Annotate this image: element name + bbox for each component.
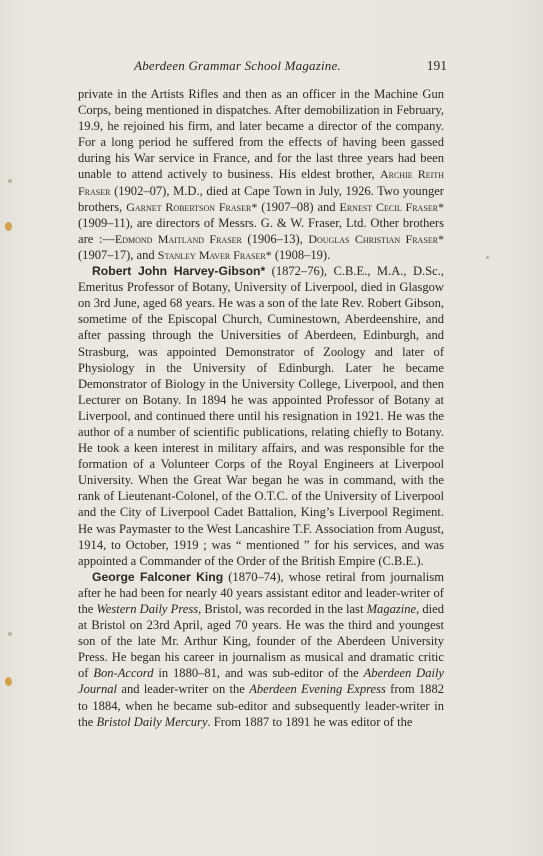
person-name: George Falconer King (92, 569, 224, 584)
small-caps-name: Stanley Maver Fraser* (157, 247, 272, 262)
binding-hole-mark (5, 222, 12, 231)
small-caps-name: Edmond Maitland Fraser (114, 231, 242, 246)
small-caps-name: Ernest Cecil Fraser* (339, 199, 445, 214)
margin-dot-mark (486, 256, 489, 259)
text-run: and leader-writer on the (117, 682, 250, 697)
margin-dot-mark (8, 632, 12, 636)
italic-title: Bristol Daily Mercury (96, 714, 208, 729)
text-run: . From 1887 to 1891 he was editor of the (207, 714, 413, 729)
running-title: Aberdeen Grammar School Magazine. (134, 58, 341, 73)
person-name: Robert John Harvey-Gibson* (92, 264, 266, 279)
page-number: 191 (426, 58, 447, 73)
text-run: (1908–19). (271, 247, 331, 262)
italic-title: Magazine (366, 602, 417, 616)
text-run: in 1880–81, and was sub-editor of the (153, 666, 364, 681)
text-run: (1902–07), M.D., died at Cape Town in July, 1926. Two younger brothers, (78, 183, 444, 214)
text-run: (1907–17), and (78, 247, 158, 262)
text-run: from 1882 to 1884, when he became sub-editor and subsequently leader-writer in the (78, 682, 444, 729)
text-run: (1872–76), C.B.E., M.A., D.Sc., Emeritus Professor of Botany, University of Liverpool, died in Glasgow on 3rd June, aged 68 years. He was a son of the late Rev. Robert Gibson, sometime of the Episcopal Church, Cuminestown, Aberdeenshire, and after passing through the Universities of Aberdeen, Edinburgh, and Strasburg, was appointed Demonstrator of Zoology and later of Physiology in the University of Edinburgh. Later he became Demonstrator of Biology in the University College, Liverpool, and then Lecturer on Botany. In 1894 he was appointed Professor of Botany at Liverpool, and continued there until his resignation in 1921. He was the author of a number of scientific publications, relating chiefly to Botany. He took a keen interest in military affairs, and was responsible for the formation of a Volunteer Corps of the Royal Engineers at Liverpool University. When the Great War began he was in command, with the rank of Lieutenant-Colonel, of the O.T.C. of the University of Liverpool and the City of Liverpool Cadet Battalion, King’s Liverpool Regiment. He was Paymaster to the West Lancashire T.F. Association from August, 1914, to October, 1919 ; was “ mentioned ” for his services, and was appointed a Commander of the Order of the British Empire (C.B.E.). (78, 264, 444, 568)
paragraph (78, 263, 444, 569)
text-run: private in the Artists Rifles and then as an officer in the Machine Gun Corps, being mentioned in dispatches. After demobilization in February, 19.9, he rejoined his firm, and later became a director of the company. For a long period he suffered from the effects of having been gassed during his War service in France, and for the last three years had been unable to attend actively to business. His eldest brother, (78, 87, 444, 182)
body-text (78, 86, 444, 730)
small-caps-name: Garnet Robertson Fraser* (126, 199, 258, 214)
paragraph (78, 569, 444, 730)
text-run: , died at Bristol on 23rd April, aged 70 years. He was the third and youngest son of the late Mr. Arthur King, founder of the Aberdeen University Press. He began his career in journalism as musical and dramatic critic of (78, 602, 444, 681)
page-header (78, 58, 447, 78)
text-run: , Bristol, was recorded in the last (198, 602, 367, 616)
text-run: (1909–11), are directors of Messrs. G. & W. Fraser, Ltd. Other brothers are :— (78, 215, 444, 246)
text-run: (1906–13), (241, 231, 309, 246)
binding-hole-mark (5, 677, 12, 686)
italic-title: Aberdeen Daily Journal (78, 666, 445, 697)
italic-title: Aberdeen Evening Express (249, 682, 386, 697)
paragraph (78, 86, 444, 263)
text-run: (1907–08) and (257, 199, 340, 214)
margin-dot-mark (8, 179, 12, 183)
small-caps-name: Douglas Christian Fraser* (308, 231, 444, 246)
text-run: (1870–74), whose retiral from journalism after he had been for nearly 40 years assistant editor and leader-writer of the (78, 569, 444, 616)
italic-title: Western Daily Press (96, 602, 199, 616)
italic-title: Bon-Accord (93, 666, 154, 681)
small-caps-name: Archie Reith Fraser (78, 167, 444, 198)
